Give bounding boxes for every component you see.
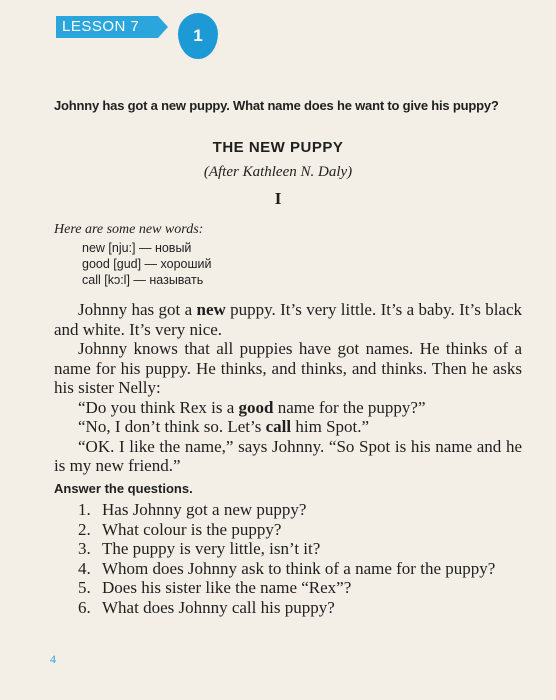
new-word-item: good [gud] — хороший <box>82 257 212 271</box>
story-paragraph: “OK. I like the name,” says Johnny. “So Spot is his name and he is my new friend.” <box>54 436 522 475</box>
answer-heading: Answer the questions. <box>54 481 193 496</box>
story-subtitle: (After Kathleen N. Daly) <box>203 164 353 180</box>
lesson-label: LESSON 7 <box>56 16 158 38</box>
new-words-list <box>82 240 212 288</box>
question-item <box>78 578 524 598</box>
intro-question: Johnny has got a new puppy. What name does he want to give his puppy? <box>54 98 499 113</box>
story-title: THE NEW PUPPY <box>212 139 344 156</box>
question-number: 3. <box>78 539 91 558</box>
story-paragraph: “Do you think Rex is a good name for the puppy?” <box>78 397 426 417</box>
question-number: 5. <box>78 578 91 597</box>
question-item <box>78 520 524 540</box>
question-number: 1. <box>78 500 91 519</box>
story-paragraph: Johnny has got a new puppy. It’s very little. It’s a baby. It’s black and white. It’s very nice. <box>54 300 523 339</box>
question-number: 2. <box>78 519 91 539</box>
question-text: The puppy is very little, isn’t it? <box>102 539 321 558</box>
question-item <box>78 539 524 559</box>
story-paragraph: “No, I don’t think so. Let’s call him Spot.” <box>78 417 370 436</box>
question-text: What does Johnny call his puppy? <box>102 597 335 617</box>
page-number: 4 <box>50 652 56 666</box>
story-text <box>54 300 522 476</box>
question-text: Whom does Johnny ask to think of a name for the puppy? <box>102 558 496 578</box>
questions-list <box>78 500 524 617</box>
story-paragraph: Johnny knows that all puppies have got names. He thinks of a name for his puppy. He thinks, and thinks, and thinks. Then he asks his sister Nelly: <box>54 339 522 397</box>
new-word-item: call [kɔ:l] — называть <box>82 273 204 287</box>
question-item <box>78 500 524 520</box>
new-word-highlight: call <box>265 417 292 436</box>
part-number: I <box>274 189 282 208</box>
lesson-number-badge: 1 <box>178 13 218 59</box>
new-word-highlight: new <box>196 300 226 319</box>
question-text: What colour is the puppy? <box>102 519 282 539</box>
question-text: Has Johnny got a new puppy? <box>102 500 307 519</box>
question-item <box>78 559 524 579</box>
new-words-heading: Here are some new words: <box>54 222 204 237</box>
question-number: 4. <box>78 558 91 578</box>
question-text: Does his sister like the name “Rex”? <box>102 578 352 597</box>
question-number: 6. <box>78 597 91 617</box>
question-item <box>78 598 524 618</box>
new-word-highlight: good <box>238 397 274 417</box>
new-word-item: new [nju:] — новый <box>82 241 192 255</box>
